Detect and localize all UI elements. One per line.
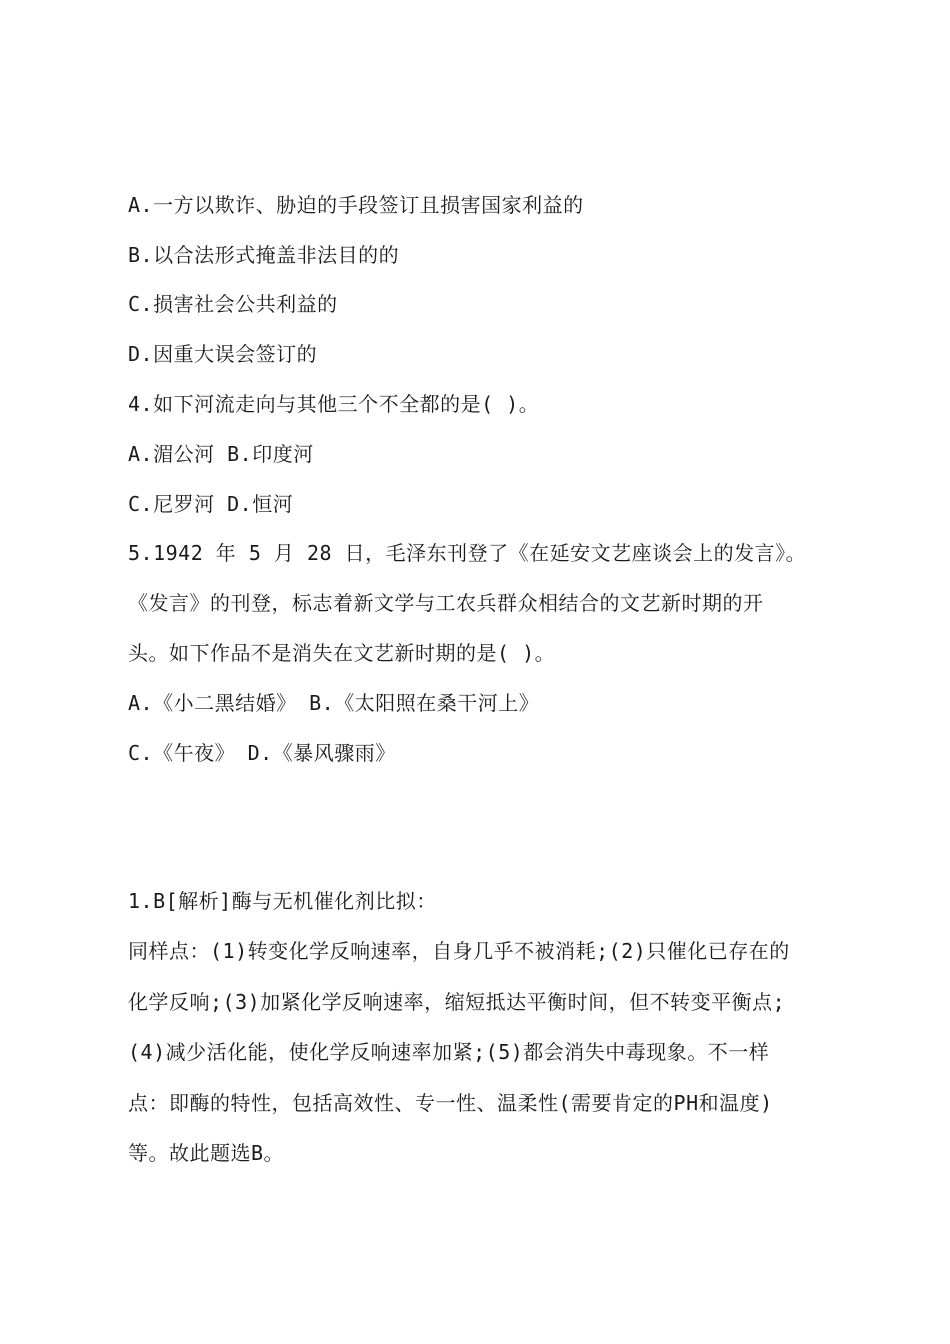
answer1-body-line1: 同样点：(1)转变化学反响速率，自身几乎不被消耗;(2)只催化已存在的 (128, 939, 790, 963)
q4-stem: 4.如下河流走向与其他三个不全都的是( )。 (128, 392, 540, 416)
q4-options-line2: C.尼罗河 D.恒河 (128, 492, 294, 516)
answer1-body-line2: 化学反响;(3)加紧化学反响速率，缩短抵达平衡时间，但不转变平衡点; (128, 990, 786, 1014)
q3-option-c: C.损害社会公共利益的 (128, 292, 338, 316)
answer1-body-line5: 等。故此题选B。 (128, 1141, 285, 1165)
q5-stem-line3: 头。如下作品不是消失在文艺新时期的是( )。 (128, 641, 556, 665)
q3-option-b: B.以合法形式掩盖非法目的的 (128, 243, 400, 267)
answer1-body-line4: 点：即酶的特性，包括高效性、专一性、温柔性(需要肯定的PH和温度) (128, 1091, 773, 1115)
q5-stem-line2: 《发言》的刊登，标志着新文学与工农兵群众相结合的文艺新时期的开 (128, 591, 764, 615)
q4-options-line1: A.湄公河 B.印度河 (128, 442, 314, 466)
answer1-heading: 1.B[解析]酶与无机催化剂比拟： (128, 889, 437, 913)
q5-options-line2: C.《午夜》 D.《暴风骤雨》 (128, 741, 396, 765)
q5-options-line1: A.《小二黑结婚》 B.《太阳照在桑干河上》 (128, 691, 540, 715)
q5-stem-line1: 5.1942 年 5 月 28 日，毛泽东刊登了《在延安文艺座谈会上的发言》。 (128, 541, 807, 565)
q3-option-a: A.一方以欺诈、胁迫的手段签订且损害国家利益的 (128, 193, 584, 217)
answer1-body-line3: (4)减少活化能，使化学反响速率加紧;(5)都会消失中毒现象。不一样 (128, 1040, 770, 1064)
q3-option-d: D.因重大误会签订的 (128, 342, 318, 366)
